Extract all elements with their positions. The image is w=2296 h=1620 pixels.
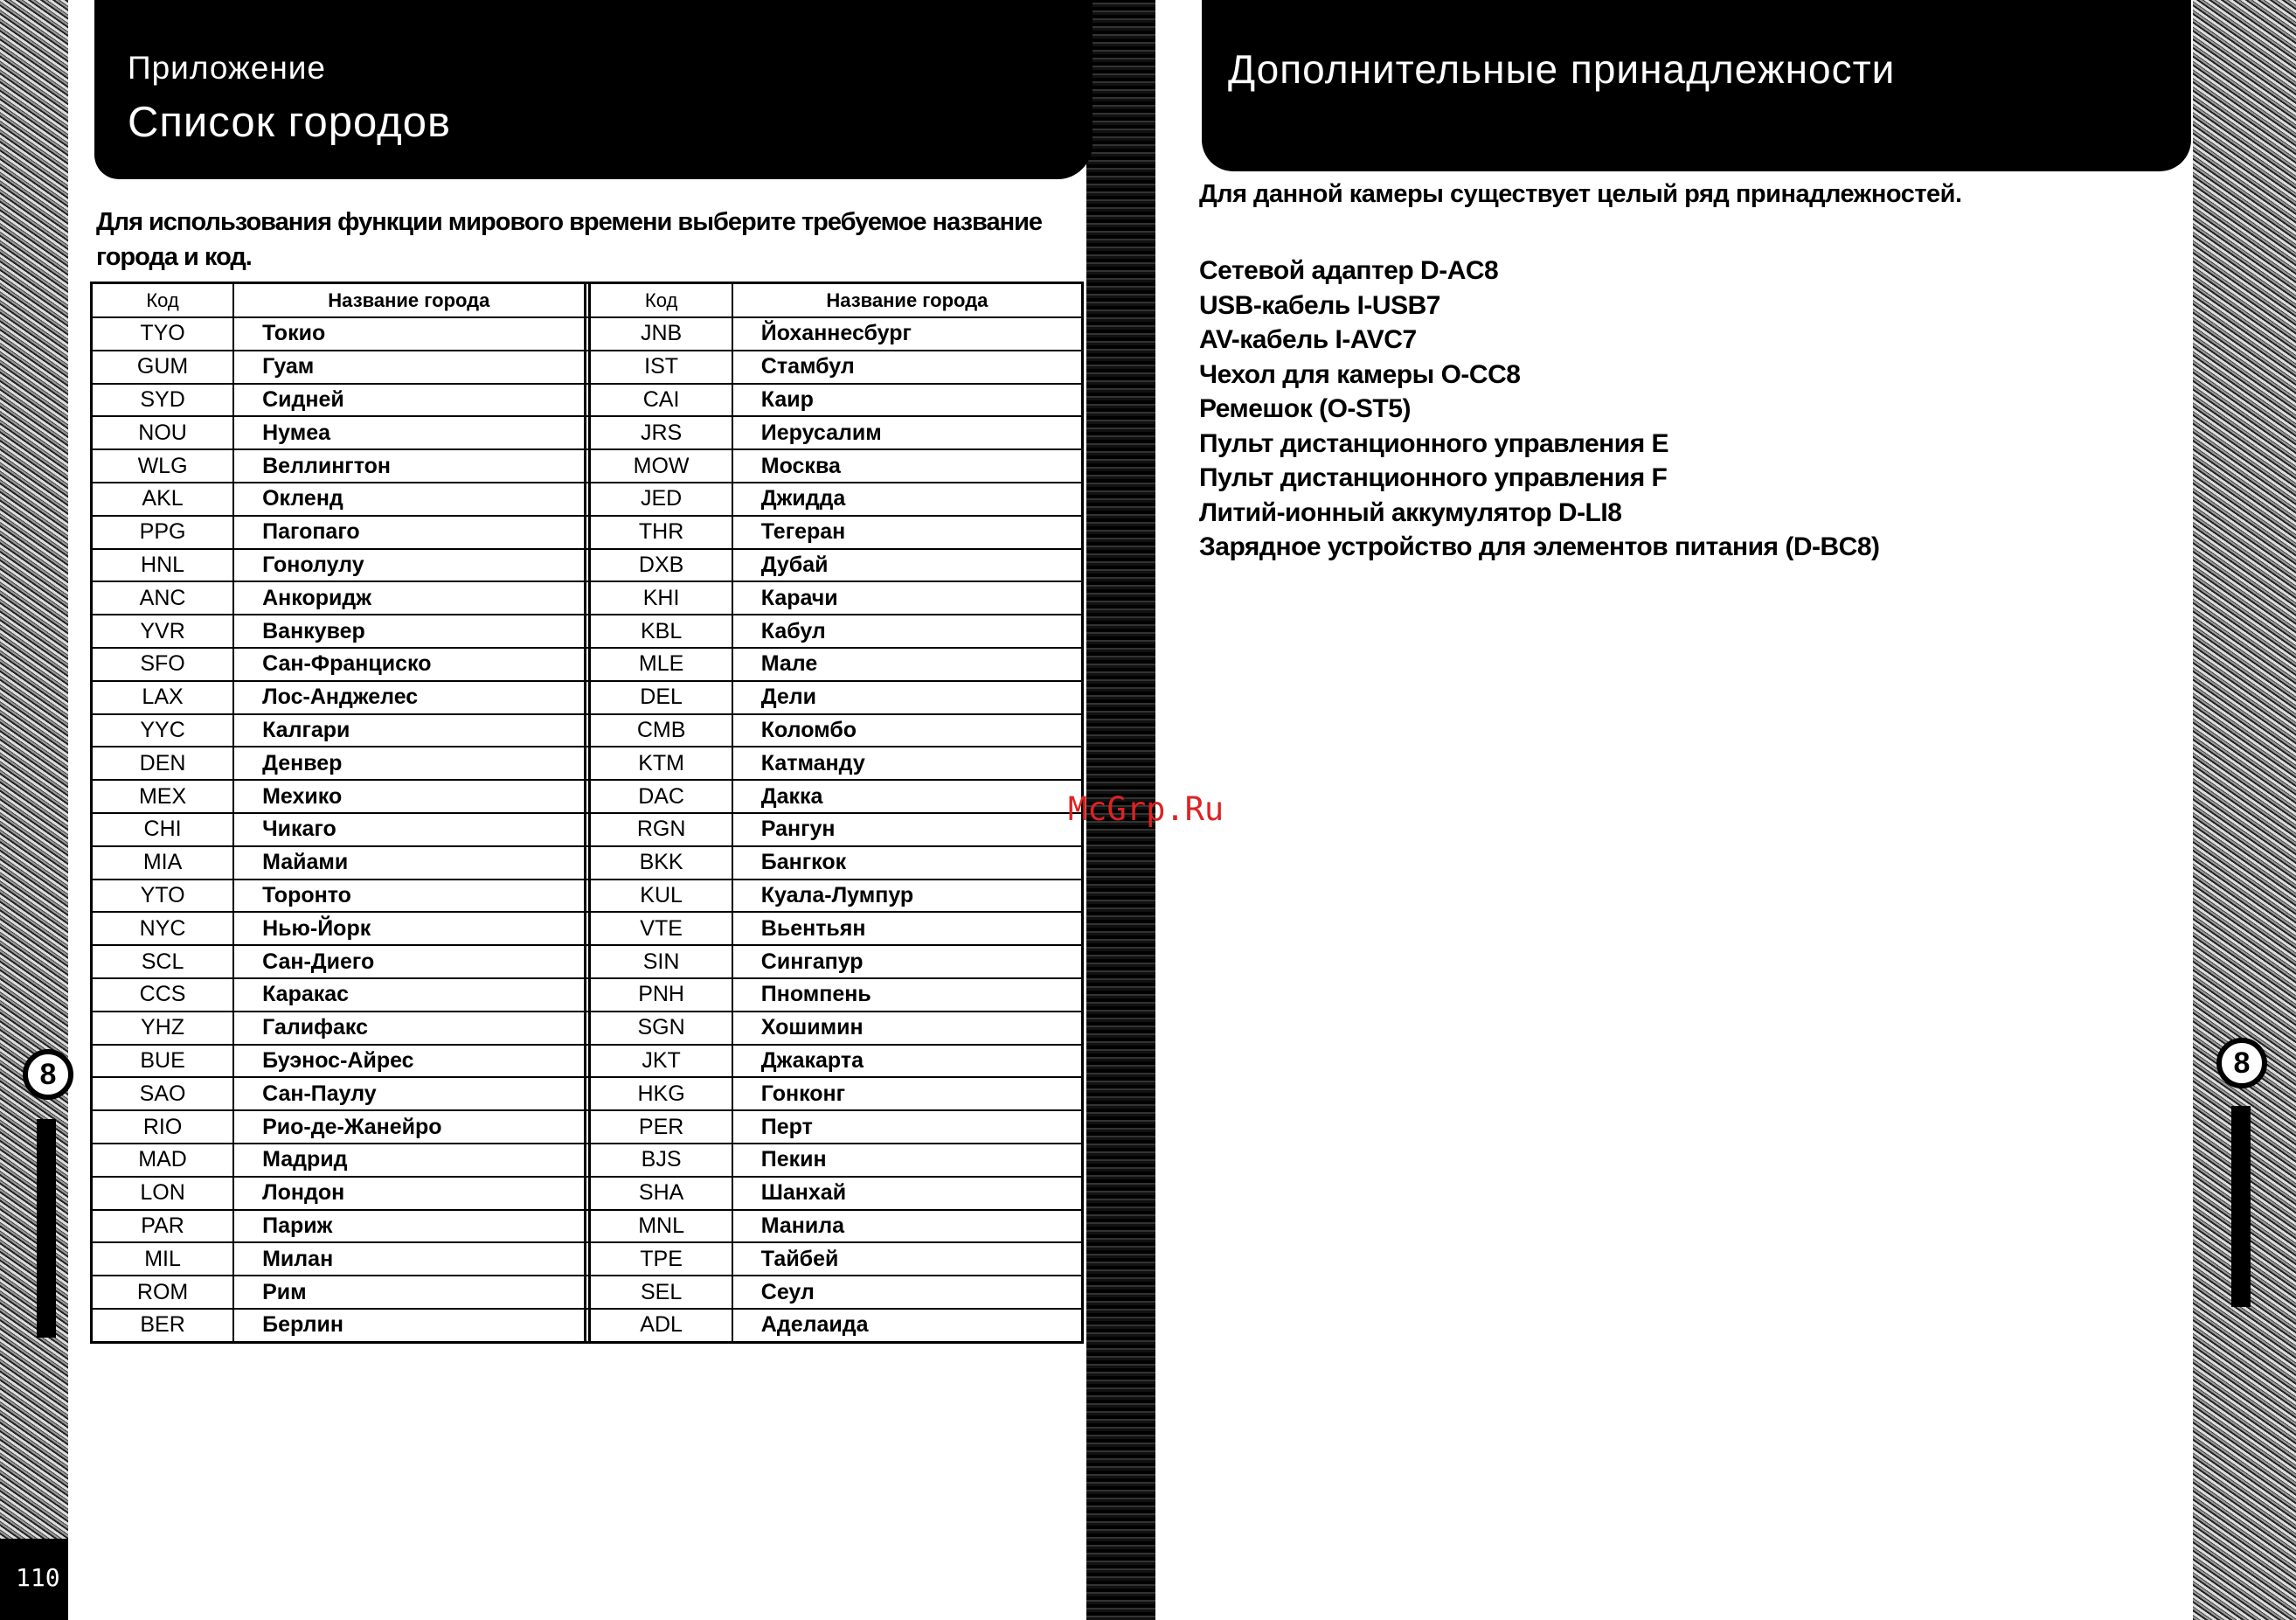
table-row: [92, 880, 1083, 913]
city-code-cell: CMB: [590, 714, 732, 747]
column-header-city: Название города: [233, 283, 585, 318]
accessory-item: Чехол для камеры O-CC8: [1199, 359, 1521, 389]
city-name-cell: Каракас: [233, 978, 585, 1012]
city-code-cell: CCS: [92, 978, 234, 1012]
accessory-item: Литий-ионный аккумулятор D-LI8: [1199, 497, 1622, 527]
accessory-item: AV-кабель I-AVC7: [1199, 325, 1417, 354]
table-row: [92, 1144, 1083, 1177]
city-code-table: [90, 282, 1084, 1344]
city-name-cell: Веллингтон: [233, 449, 585, 483]
city-name-cell: Аделаида: [732, 1309, 1083, 1342]
accessory-item: Ремешок (O-ST5): [1199, 394, 1411, 423]
city-code-cell: BJS: [590, 1144, 732, 1177]
city-code-cell: YVR: [92, 615, 234, 648]
city-name-cell: Карачи: [732, 581, 1083, 615]
table-row: [92, 1012, 1083, 1045]
chapter-badge: 8: [23, 1049, 73, 1100]
city-code-cell: SHA: [590, 1177, 732, 1210]
city-name-cell: Анкоридж: [233, 581, 585, 615]
city-name-cell: Рангун: [732, 813, 1083, 846]
city-code-cell: MOW: [590, 449, 732, 483]
city-code-cell: BUE: [92, 1045, 234, 1078]
table-row: [92, 615, 1083, 648]
city-name-cell: Нумеа: [233, 416, 585, 449]
city-name-cell: Нью-Йорк: [233, 912, 585, 945]
city-name-cell: Тегеран: [732, 516, 1083, 549]
city-name-cell: Лондон: [233, 1177, 585, 1210]
city-code-cell: MIL: [92, 1242, 234, 1276]
city-name-cell: Гонолулу: [233, 549, 585, 582]
table-row: [92, 483, 1083, 516]
city-code-cell: MIA: [92, 846, 234, 880]
intro-text: Для данной камеры существует целый ряд принадлежностей.: [1199, 180, 1962, 208]
city-code-cell: MLE: [590, 648, 732, 681]
table-row: [92, 317, 1083, 351]
city-name-cell: Мехико: [233, 780, 585, 813]
city-code-cell: LON: [92, 1177, 234, 1210]
table-row: [92, 846, 1083, 880]
city-code-cell: SGN: [590, 1012, 732, 1045]
city-code-cell: SIN: [590, 945, 732, 978]
city-code-cell: ANC: [92, 581, 234, 615]
city-name-cell: Дакка: [732, 780, 1083, 813]
city-name-cell: Москва: [732, 449, 1083, 483]
city-name-cell: Пномпень: [732, 978, 1083, 1012]
city-code-cell: JNB: [590, 317, 732, 351]
city-name-cell: Вьентьян: [732, 912, 1083, 945]
city-code-cell: KBL: [590, 615, 732, 648]
city-code-cell: SFO: [92, 648, 234, 681]
accessory-item: Пульт дистанционного управления F: [1199, 463, 1668, 492]
page-title: Дополнительные принадлежности: [1228, 46, 1896, 92]
table-row: [92, 978, 1083, 1012]
city-name-cell: Париж: [233, 1210, 585, 1243]
scan-edge-right: [2193, 0, 2296, 1620]
table-row: [92, 549, 1083, 582]
city-code-cell: IST: [590, 351, 732, 384]
city-name-cell: Тайбей: [732, 1242, 1083, 1276]
chapter-tab-bar: [37, 1119, 56, 1338]
city-code-cell: SEL: [590, 1276, 732, 1309]
city-name-cell: Хошимин: [732, 1012, 1083, 1045]
city-name-cell: Мадрид: [233, 1144, 585, 1177]
table-row: [92, 813, 1083, 846]
city-code-cell: YTO: [92, 880, 234, 913]
city-code-cell: YYC: [92, 714, 234, 747]
accessory-item: Сетевой адаптер D-AC8: [1199, 256, 1499, 285]
chapter-tab-bar: [2231, 1106, 2251, 1307]
table-row: [92, 780, 1083, 813]
accessory-item: Пульт дистанционного управления E: [1199, 428, 1669, 458]
accessory-item: USB-кабель I-USB7: [1199, 290, 1440, 320]
city-name-cell: Каир: [732, 384, 1083, 417]
table-row: [92, 581, 1083, 615]
city-code-cell: AKL: [92, 483, 234, 516]
accessory-item: Зарядное устройство для элементов питания (D-BC8): [1199, 532, 1880, 561]
city-code-cell: HNL: [92, 549, 234, 582]
city-code-cell: BER: [92, 1309, 234, 1342]
city-code-cell: BKK: [590, 846, 732, 880]
city-code-cell: KUL: [590, 880, 732, 913]
city-name-cell: Катманду: [732, 747, 1083, 780]
city-name-cell: Майами: [233, 846, 585, 880]
table-row: [92, 1177, 1083, 1210]
city-name-cell: Кабул: [732, 615, 1083, 648]
city-name-cell: Ванкувер: [233, 615, 585, 648]
city-name-cell: Иерусалим: [732, 416, 1083, 449]
city-code-cell: WLG: [92, 449, 234, 483]
city-name-cell: Лос-Анджелес: [233, 681, 585, 714]
city-name-cell: Джидда: [732, 483, 1083, 516]
city-name-cell: Гуам: [233, 351, 585, 384]
table-row: [92, 747, 1083, 780]
city-code-cell: KTM: [590, 747, 732, 780]
city-name-cell: Бангкок: [732, 846, 1083, 880]
city-code-cell: JED: [590, 483, 732, 516]
table-row: [92, 1077, 1083, 1110]
city-code-cell: NYC: [92, 912, 234, 945]
city-name-cell: Рио-де-Жанейро: [233, 1110, 585, 1144]
city-code-cell: LAX: [92, 681, 234, 714]
city-code-cell: CHI: [92, 813, 234, 846]
city-name-cell: Берлин: [233, 1309, 585, 1342]
table-row: [92, 1110, 1083, 1144]
city-name-cell: Куала-Лумпур: [732, 880, 1083, 913]
table-row: [92, 1276, 1083, 1309]
chapter-badge: 8: [2216, 1038, 2267, 1088]
table-row: [92, 449, 1083, 483]
table-row: [92, 416, 1083, 449]
city-name-cell: Дубай: [732, 549, 1083, 582]
city-code-cell: PAR: [92, 1210, 234, 1243]
city-code-cell: VTE: [590, 912, 732, 945]
column-header-code: Код: [590, 283, 732, 318]
city-code-cell: DEL: [590, 681, 732, 714]
city-name-cell: Стамбул: [732, 351, 1083, 384]
page-title: Список городов: [128, 99, 451, 146]
city-code-cell: GUM: [92, 351, 234, 384]
city-name-cell: Буэнос-Айрес: [233, 1045, 585, 1078]
column-header-code: Код: [92, 283, 234, 318]
city-name-cell: Денвер: [233, 747, 585, 780]
city-code-cell: PPG: [92, 516, 234, 549]
table-row: [92, 351, 1083, 384]
city-code-cell: SAO: [92, 1077, 234, 1110]
city-code-cell: PER: [590, 1110, 732, 1144]
city-code-cell: JKT: [590, 1045, 732, 1078]
city-name-cell: Пагопаго: [233, 516, 585, 549]
city-code-cell: MNL: [590, 1210, 732, 1243]
table-row: [92, 1309, 1083, 1342]
city-name-cell: Торонто: [233, 880, 585, 913]
city-code-cell: SYD: [92, 384, 234, 417]
city-code-cell: TYO: [92, 317, 234, 351]
city-code-cell: KHI: [590, 581, 732, 615]
table-row: [92, 384, 1083, 417]
city-name-cell: Шанхай: [732, 1177, 1083, 1210]
watermark: McGrp.Ru: [1068, 790, 1224, 828]
table-row: [92, 1210, 1083, 1243]
city-code-cell: DXB: [590, 549, 732, 582]
city-name-cell: Сингапур: [732, 945, 1083, 978]
city-code-cell: RGN: [590, 813, 732, 846]
right-page-header: [1202, 0, 2191, 171]
city-name-cell: Рим: [233, 1276, 585, 1309]
city-code-cell: THR: [590, 516, 732, 549]
city-code-cell: PNH: [590, 978, 732, 1012]
city-code-cell: ROM: [92, 1276, 234, 1309]
city-name-cell: Сан-Диего: [233, 945, 585, 978]
intro-text: Для использования функции мирового времени выберите требуемое название города и код.: [96, 208, 1043, 271]
city-code-cell: YHZ: [92, 1012, 234, 1045]
city-code-cell: DAC: [590, 780, 732, 813]
city-code-cell: CAI: [590, 384, 732, 417]
section-label: Приложение: [128, 50, 327, 86]
city-name-cell: Милан: [233, 1242, 585, 1276]
city-code-cell: HKG: [590, 1077, 732, 1110]
page-number: 110: [16, 1563, 60, 1592]
city-code-cell: JRS: [590, 416, 732, 449]
city-code-cell: NOU: [92, 416, 234, 449]
city-name-cell: Калгари: [233, 714, 585, 747]
city-name-cell: Йоханнесбург: [732, 317, 1083, 351]
city-name-cell: Мале: [732, 648, 1083, 681]
city-name-cell: Джакарта: [732, 1045, 1083, 1078]
table-row: [92, 648, 1083, 681]
city-name-cell: Пекин: [732, 1144, 1083, 1177]
city-code-cell: SCL: [92, 945, 234, 978]
city-code-cell: MEX: [92, 780, 234, 813]
table-row: [92, 1045, 1083, 1078]
city-name-cell: Гонконг: [732, 1077, 1083, 1110]
city-name-cell: Сеул: [732, 1276, 1083, 1309]
city-name-cell: Манила: [732, 1210, 1083, 1243]
city-name-cell: Перт: [732, 1110, 1083, 1144]
city-name-cell: Токио: [233, 317, 585, 351]
table-row: [92, 1242, 1083, 1276]
city-name-cell: Галифакс: [233, 1012, 585, 1045]
city-code-cell: ADL: [590, 1309, 732, 1342]
accessory-list: [1199, 254, 1880, 565]
table-row: [92, 945, 1083, 978]
city-name-cell: Окленд: [233, 483, 585, 516]
city-name-cell: Дели: [732, 681, 1083, 714]
city-name-cell: Сидней: [233, 384, 585, 417]
table-row: [92, 714, 1083, 747]
left-page-header: [94, 0, 1093, 179]
city-code-cell: MAD: [92, 1144, 234, 1177]
table-row: [92, 681, 1083, 714]
city-name-cell: Сан-Паулу: [233, 1077, 585, 1110]
city-name-cell: Коломбо: [732, 714, 1083, 747]
table-header-row: [92, 283, 1083, 318]
city-name-cell: Чикаго: [233, 813, 585, 846]
table-row: [92, 912, 1083, 945]
city-code-cell: DEN: [92, 747, 234, 780]
city-code-cell: RIO: [92, 1110, 234, 1144]
column-header-city: Название города: [732, 283, 1083, 318]
city-name-cell: Сан-Франциско: [233, 648, 585, 681]
city-code-cell: TPE: [590, 1242, 732, 1276]
table-row: [92, 516, 1083, 549]
